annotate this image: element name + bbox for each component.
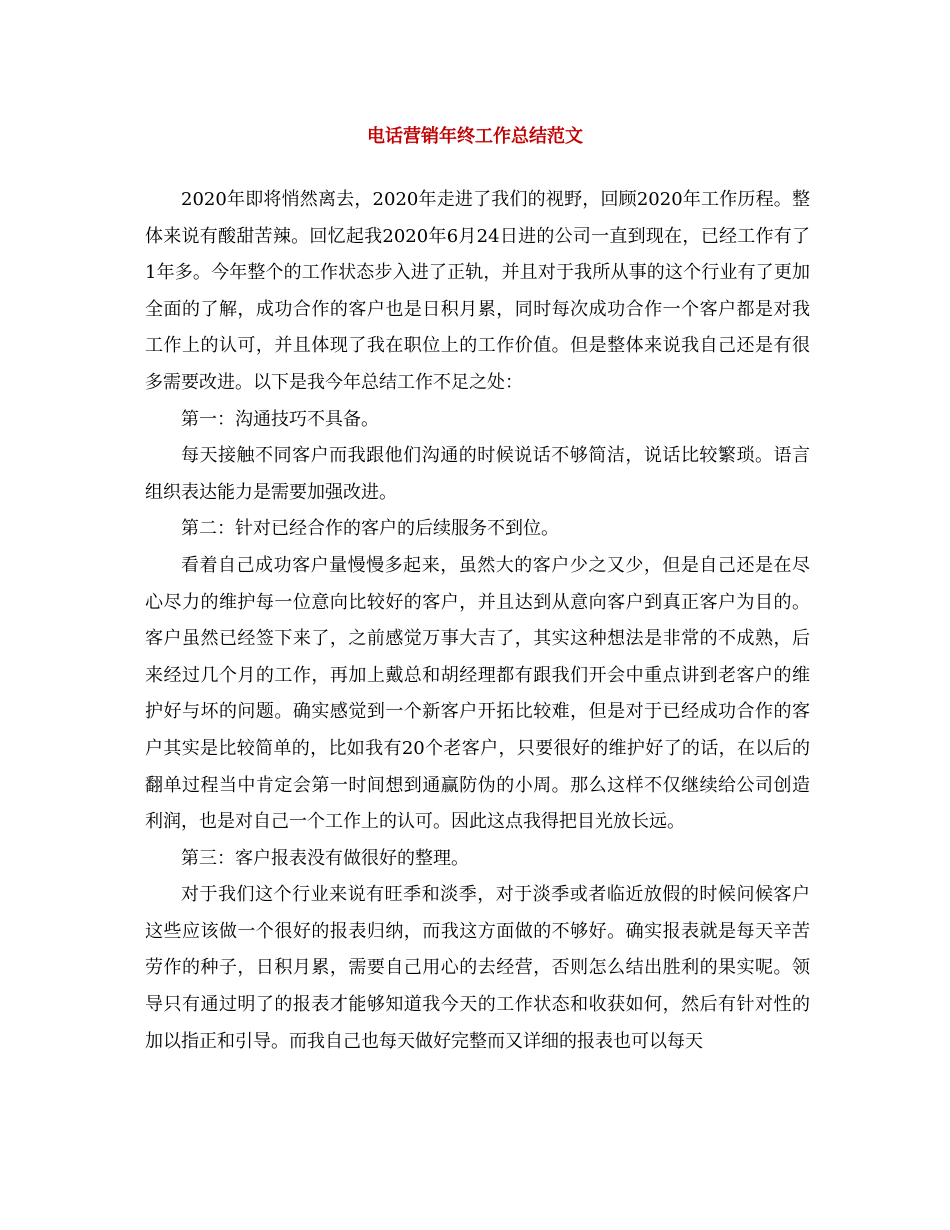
paragraph-3: 对于我们这个行业来说有旺季和淡季，对于淡季或者临近放假的时候问候客户这些应该做一个很好的报表归纳，而我这方面做的不够好。确实报表就是每天辛苦劳作的种子，日积月累，需要自己用心的去经营，否则怎么结出胜利的果实呢。领导只有通过明了的报表才能够知道我今天的工作状态和收获如何，然后有针对性的加以指正和引导。而我自己也每天做好完整而又详细的报表也可以每天 — [145, 884, 810, 1052]
document-title: 电话营销年终工作总结范文 — [367, 126, 583, 147]
document-body — [145, 182, 810, 1060]
paragraph-heading-3: 第三：客户报表没有做很好的整理。 — [181, 847, 469, 869]
paragraph-intro: 2020年即将悄然离去，2020年走进了我们的视野，回顾2020年工作历程。整体来说有酸甜苦辣。回忆起我2020年6月24日进的公司一直到现在，已经工作有了1年多。今年整个的工作状态步入进了正轨，并且对于我所从事的这个行业有了更加全面的了解，成功合作的客户也是日积月累，同时每次成功合作一个客户都是对我工作上的认可，并且体现了我在职位上的工作价值。但是整体来说我自己还是有很多需要改进。以下是我今年总结工作不足之处： — [145, 189, 810, 393]
paragraph-1: 每天接触不同客户而我跟他们沟通的时候说话不够简洁，说话比较繁琐。语言组织表达能力是需要加强改进。 — [145, 445, 810, 503]
paragraph-heading-1: 第一：沟通技巧不具备。 — [181, 408, 379, 430]
paragraph-2: 看着自己成功客户量慢慢多起来，虽然大的客户少之又少，但是自己还是在尽心尽力的维护每一位意向比较好的客户，并且达到从意向客户到真正客户为目的。客户虽然已经签下来了，之前感觉万事大吉了，其实这种想法是非常的不成熟，后来经过几个月的工作，再加上戴总和胡经理都有跟我们开会中重点讲到老客户的维护好与坏的问题。确实感觉到一个新客户开拓比较难，但是对于已经成功合作的客户其实是比较简单的，比如我有20个老客户，只要很好的维护好了的话，在以后的翻单过程当中肯定会第一时间想到通赢防伪的小周。那么这样不仅继续给公司创造利润，也是对自己一个工作上的认可。因此这点我得把目光放长远。 — [145, 554, 810, 833]
paragraph-heading-2: 第二：针对已经合作的客户的后续服务不到位。 — [181, 518, 559, 540]
